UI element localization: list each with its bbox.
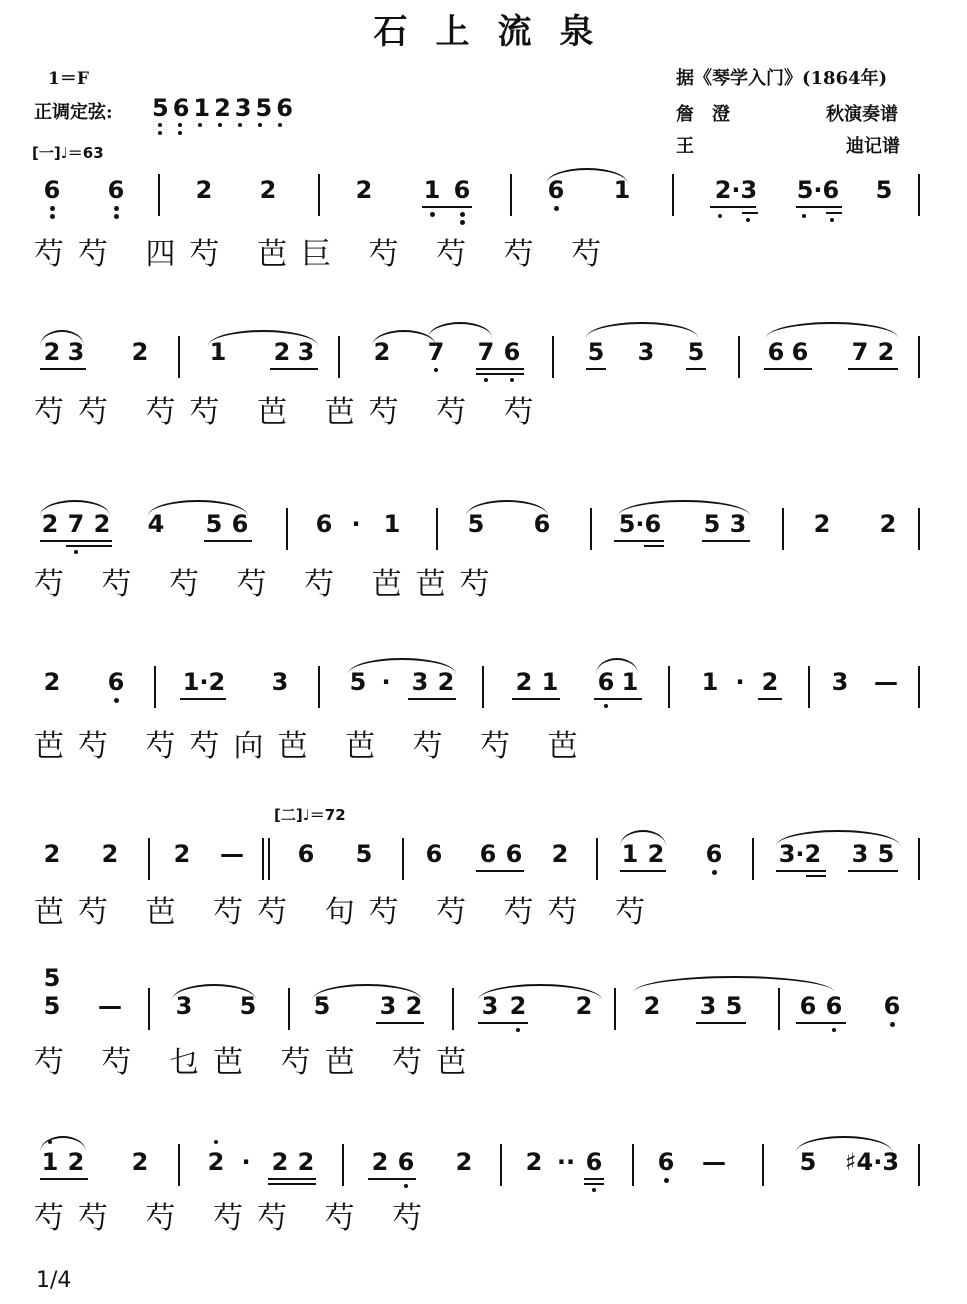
- note: 6: [43, 176, 61, 204]
- note: 5: [799, 1148, 817, 1176]
- note: 2: [879, 510, 897, 538]
- barline: [596, 838, 598, 880]
- note: 3: [699, 992, 717, 1020]
- barline: [510, 174, 512, 216]
- note: 3: [851, 840, 869, 868]
- piece-title: 石上流泉: [373, 12, 622, 52]
- barline-end: [918, 1144, 920, 1186]
- tempo-marking-2: [二]♩＝72: [274, 806, 346, 824]
- barline: [178, 336, 180, 378]
- barline-end: [918, 666, 920, 708]
- barline-end: [918, 508, 920, 550]
- note: 3: [637, 338, 655, 366]
- source-note: 据《琴学入门》(1864年): [676, 68, 888, 89]
- note: ·: [735, 668, 745, 696]
- note: 2: [173, 840, 191, 868]
- barline: [672, 174, 674, 216]
- tablature-line: 芍芍 芍 芍芍 芍 芍: [34, 1201, 437, 1236]
- note: 6: [883, 992, 901, 1020]
- note: 5: [313, 992, 331, 1020]
- tuning-dots: [152, 123, 302, 137]
- note: 2: [271, 1148, 289, 1176]
- note: 2: [525, 1148, 543, 1176]
- note: 1: [541, 668, 559, 696]
- barline-double: [262, 838, 264, 880]
- note: 6: [505, 840, 523, 868]
- note: 7: [67, 510, 85, 538]
- key-signature: 1＝F: [48, 69, 89, 89]
- note: 1: [701, 668, 719, 696]
- note: 6: [479, 840, 497, 868]
- note: 2: [405, 992, 423, 1020]
- note: 1·2: [182, 668, 226, 696]
- note: 2·3: [714, 176, 758, 204]
- note: 1: [613, 176, 631, 204]
- note: 3: [411, 668, 429, 696]
- note: 2: [509, 992, 527, 1020]
- note: 6: [585, 1148, 603, 1176]
- note: —: [98, 992, 122, 1020]
- note: 1: [423, 176, 441, 204]
- note: 6: [657, 1148, 675, 1176]
- tuning-label: 正调定弦:: [34, 102, 113, 123]
- note: 2: [647, 840, 665, 868]
- barline: [148, 988, 150, 1030]
- note: —: [220, 840, 244, 868]
- note: 6: [425, 840, 443, 868]
- note: 5: [355, 840, 373, 868]
- note: 1: [621, 840, 639, 868]
- note: 3: [175, 992, 193, 1020]
- barline: [808, 666, 810, 708]
- barline: [436, 508, 438, 550]
- note: 5: [43, 992, 61, 1020]
- note: 2: [131, 338, 149, 366]
- note: 2: [373, 338, 391, 366]
- note: 2: [131, 1148, 149, 1176]
- barline: [342, 1144, 344, 1186]
- note: ·: [241, 1148, 251, 1176]
- note: 5: [725, 992, 743, 1020]
- barline-end: [918, 336, 920, 378]
- note: 5: [687, 338, 705, 366]
- barline-end: [918, 838, 920, 880]
- note: 5: [703, 510, 721, 538]
- note: 3: [271, 668, 289, 696]
- barline: [286, 508, 288, 550]
- note: 7: [851, 338, 869, 366]
- note: 3: [729, 510, 747, 538]
- note: 2: [67, 1148, 85, 1176]
- note: 3: [481, 992, 499, 1020]
- note: 2: [273, 338, 291, 366]
- note: 1: [621, 668, 639, 696]
- note: 3: [831, 668, 849, 696]
- note: 3: [297, 338, 315, 366]
- note: 3: [379, 992, 397, 1020]
- barline: [762, 1144, 764, 1186]
- note: —: [874, 668, 898, 696]
- player-role: 秋演奏谱: [826, 104, 898, 125]
- note: 6: [453, 176, 471, 204]
- note: 6: [705, 840, 723, 868]
- note: 3: [67, 338, 85, 366]
- notator-name: 王: [676, 136, 694, 157]
- note: 5: [205, 510, 223, 538]
- note: 6: [107, 176, 125, 204]
- note: 5: [467, 510, 485, 538]
- note: 5·6: [796, 176, 840, 204]
- note: 2: [761, 668, 779, 696]
- note: 2: [437, 668, 455, 696]
- barline: [338, 336, 340, 378]
- note: 6: [825, 992, 843, 1020]
- tablature-line: 芭芍 芍芍向芭 芭 芍 芍 芭: [34, 729, 592, 764]
- barline: [590, 508, 592, 550]
- barline: [452, 988, 454, 1030]
- barline: [158, 174, 160, 216]
- tuning-notes: 5612356: [152, 94, 297, 122]
- notator-role: 迪记谱: [846, 136, 900, 157]
- barline: [500, 1144, 502, 1186]
- note: 1: [209, 338, 227, 366]
- note: 2: [101, 840, 119, 868]
- note: 6: [297, 840, 315, 868]
- note: 2: [455, 1148, 473, 1176]
- barline: [288, 988, 290, 1030]
- barline-end: [918, 174, 920, 216]
- note: 5: [587, 338, 605, 366]
- note: 5: [349, 668, 367, 696]
- barline: [178, 1144, 180, 1186]
- barline: [632, 1144, 634, 1186]
- note: 2: [259, 176, 277, 204]
- note: 2: [195, 176, 213, 204]
- note: 1: [41, 1148, 59, 1176]
- tempo-marking-1: [一]♩＝63: [32, 144, 104, 162]
- barline: [154, 666, 156, 708]
- barline: [148, 838, 150, 880]
- barline: [778, 988, 780, 1030]
- note: 2: [41, 510, 59, 538]
- barline: [614, 988, 616, 1030]
- note: 7: [427, 338, 445, 366]
- note: 5: [877, 840, 895, 868]
- note: 2: [877, 338, 895, 366]
- page-number: 1/4: [36, 1268, 72, 1293]
- note: 6: [547, 176, 565, 204]
- note: ·: [351, 510, 361, 538]
- note: ♯4·3: [844, 1148, 900, 1176]
- note: 3·2: [778, 840, 822, 868]
- note: 6: [315, 510, 333, 538]
- barline: [552, 336, 554, 378]
- tablature-line: 芭芍 芭 芍芍 句芍 芍 芍芍 芍: [34, 895, 660, 930]
- note: 2: [515, 668, 533, 696]
- note: 6: [503, 338, 521, 366]
- note: 6: [597, 668, 615, 696]
- barline: [752, 838, 754, 880]
- barline: [668, 666, 670, 708]
- note: 6: [767, 338, 785, 366]
- barline: [402, 838, 404, 880]
- note: 2: [355, 176, 373, 204]
- note: 2: [207, 1148, 225, 1176]
- barline: [318, 174, 320, 216]
- barline: [782, 508, 784, 550]
- note: 2: [551, 840, 569, 868]
- note: 2: [371, 1148, 389, 1176]
- note: 1: [383, 510, 401, 538]
- note: 6: [107, 668, 125, 696]
- note: 6: [397, 1148, 415, 1176]
- player-name: 詹 澄: [676, 104, 730, 125]
- note: 5: [43, 964, 61, 992]
- note: 2: [43, 840, 61, 868]
- note: ··: [556, 1148, 576, 1176]
- note: —: [702, 1148, 726, 1176]
- note: 2: [643, 992, 661, 1020]
- note: 5: [239, 992, 257, 1020]
- note: 6: [231, 510, 249, 538]
- barline: [738, 336, 740, 378]
- note: 7: [477, 338, 495, 366]
- barline: [318, 666, 320, 708]
- note: 2: [43, 668, 61, 696]
- tablature-line: 芍芍 芍芍 芭 芭芍 芍 芍: [34, 395, 548, 430]
- note: 2: [297, 1148, 315, 1176]
- barline: [482, 666, 484, 708]
- tablature-line: 芍 芍 乜芭 芍芭 芍芭: [34, 1045, 481, 1080]
- note: 6: [533, 510, 551, 538]
- tablature-line: 芍 芍 芍 芍 芍 芭芭芍: [34, 567, 504, 602]
- note: 2: [43, 338, 61, 366]
- note: 2: [813, 510, 831, 538]
- note: 6: [799, 992, 817, 1020]
- note: 6: [791, 338, 809, 366]
- tablature-line: 芍芍 四芍 芭巨 芍 芍 芍 芍: [34, 237, 616, 272]
- note: 2: [93, 510, 111, 538]
- note: ·: [381, 668, 391, 696]
- note: 4: [147, 510, 165, 538]
- note: 5: [875, 176, 893, 204]
- note: 5·6: [618, 510, 662, 538]
- note: 2: [575, 992, 593, 1020]
